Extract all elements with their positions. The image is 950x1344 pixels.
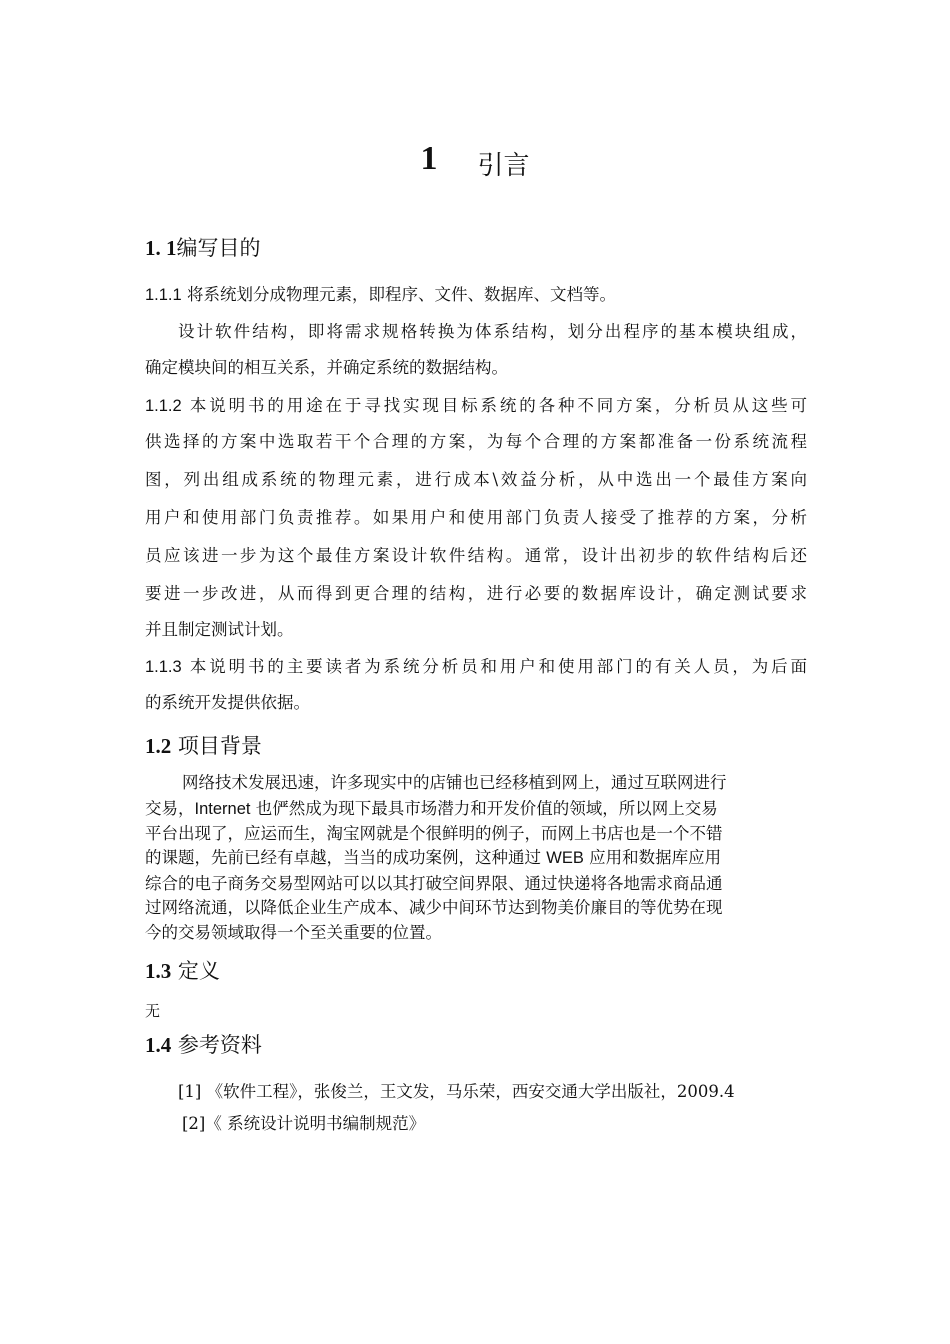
paragraph-line: 网络技术发展迅速，许多现实中的店铺也已经移植到网上，通过互联网进行	[182, 773, 727, 792]
paragraph-line: 今的交易领域取得一个至关重要的位置。	[145, 923, 442, 942]
section-number: 1.4	[145, 1033, 172, 1057]
paragraph-line: 确定模块间的相互关系，并确定系统的数据结构。	[145, 358, 508, 377]
item-number: 1.1.1	[145, 286, 182, 304]
section-title: 项目背景	[171, 734, 262, 758]
paragraph-line: 平台出现了，应运而生，淘宝网就是个很鲜明的例子，而网上书店也是一个不错	[145, 824, 723, 843]
reference-item: [2]《 系统设计说明书编制规范》	[182, 1114, 426, 1133]
section-heading-1-3	[145, 955, 220, 985]
reference-item: [1] 《软件工程》，张俊兰，王文发，马乐荣，西安交通大学出版社，2009.4	[178, 1082, 735, 1101]
paragraph-line: 并且制定测试计划。	[145, 620, 294, 639]
paragraph-line: 1.1.2 本说明书的用途在于寻找实现目标系统的各种不同方案，分析员从这些可	[145, 396, 807, 415]
paragraph-line: 用户和使用部门负责推荐。如果用户和使用部门负责人接受了推荐的方案，分析	[145, 508, 807, 527]
paragraph-line: 图，列出组成系统的物理元素，进行成本\效益分析，从中选出一个最佳方案向	[145, 470, 807, 489]
chapter-heading	[0, 140, 950, 181]
paragraph-line: 交易，Internet 也俨然成为现下最具市场潜力和开发价值的领域，所以网上交易	[145, 799, 718, 818]
paragraph-line: 设计软件结构，即将需求规格转换为体系结构，划分出程序的基本模块组成，	[178, 322, 807, 341]
paragraph-line: 综合的电子商务交易型网站可以以其打破空间界限、通过快递将各地需求商品通	[145, 874, 723, 893]
item-number: 1.1.3	[145, 658, 182, 676]
item-number: 1.1.2	[145, 397, 182, 415]
section-number: 1.2	[145, 734, 172, 758]
paragraph-line: 的课题，先前已经有卓越，当当的成功案例，这种通过 WEB 应用和数据库应用	[145, 848, 722, 867]
paragraph-line: 的系统开发提供依据。	[145, 693, 310, 712]
section-title: 定义	[171, 959, 220, 983]
chapter-title: 引言	[477, 150, 530, 181]
paragraph-line: 1.1.1 将系统划分成物理元素，即程序、文件、数据库、文档等。	[145, 285, 616, 304]
paragraph-line: 过网络流通，以降低企业生产成本、减少中间环节达到物美价廉目的等优势在现	[145, 898, 723, 917]
paragraph-line: 要进一步改进，从而得到更合理的结构，进行必要的数据库设计，确定测试要求	[145, 584, 807, 603]
definition-text: 无	[145, 1002, 161, 1020]
paragraph-line: 供选择的方案中选取若干个合理的方案，为每个合理的方案都准备一份系统流程	[145, 432, 807, 451]
section-heading-1-2	[145, 730, 262, 760]
section-number: 1. 1	[145, 236, 177, 260]
chapter-number: 1	[420, 140, 438, 177]
paragraph-line: 1.1.3 本说明书的主要读者为系统分析员和用户和使用部门的有关人员，为后面	[145, 657, 807, 676]
section-heading-1-1	[145, 232, 261, 262]
section-heading-1-4	[145, 1029, 262, 1059]
section-title: 编写目的	[176, 236, 261, 260]
paragraph-line: 员应该进一步为这个最佳方案设计软件结构。通常，设计出初步的软件结构后还	[145, 546, 807, 565]
section-number: 1.3	[145, 959, 172, 983]
section-title: 参考资料	[171, 1033, 262, 1057]
